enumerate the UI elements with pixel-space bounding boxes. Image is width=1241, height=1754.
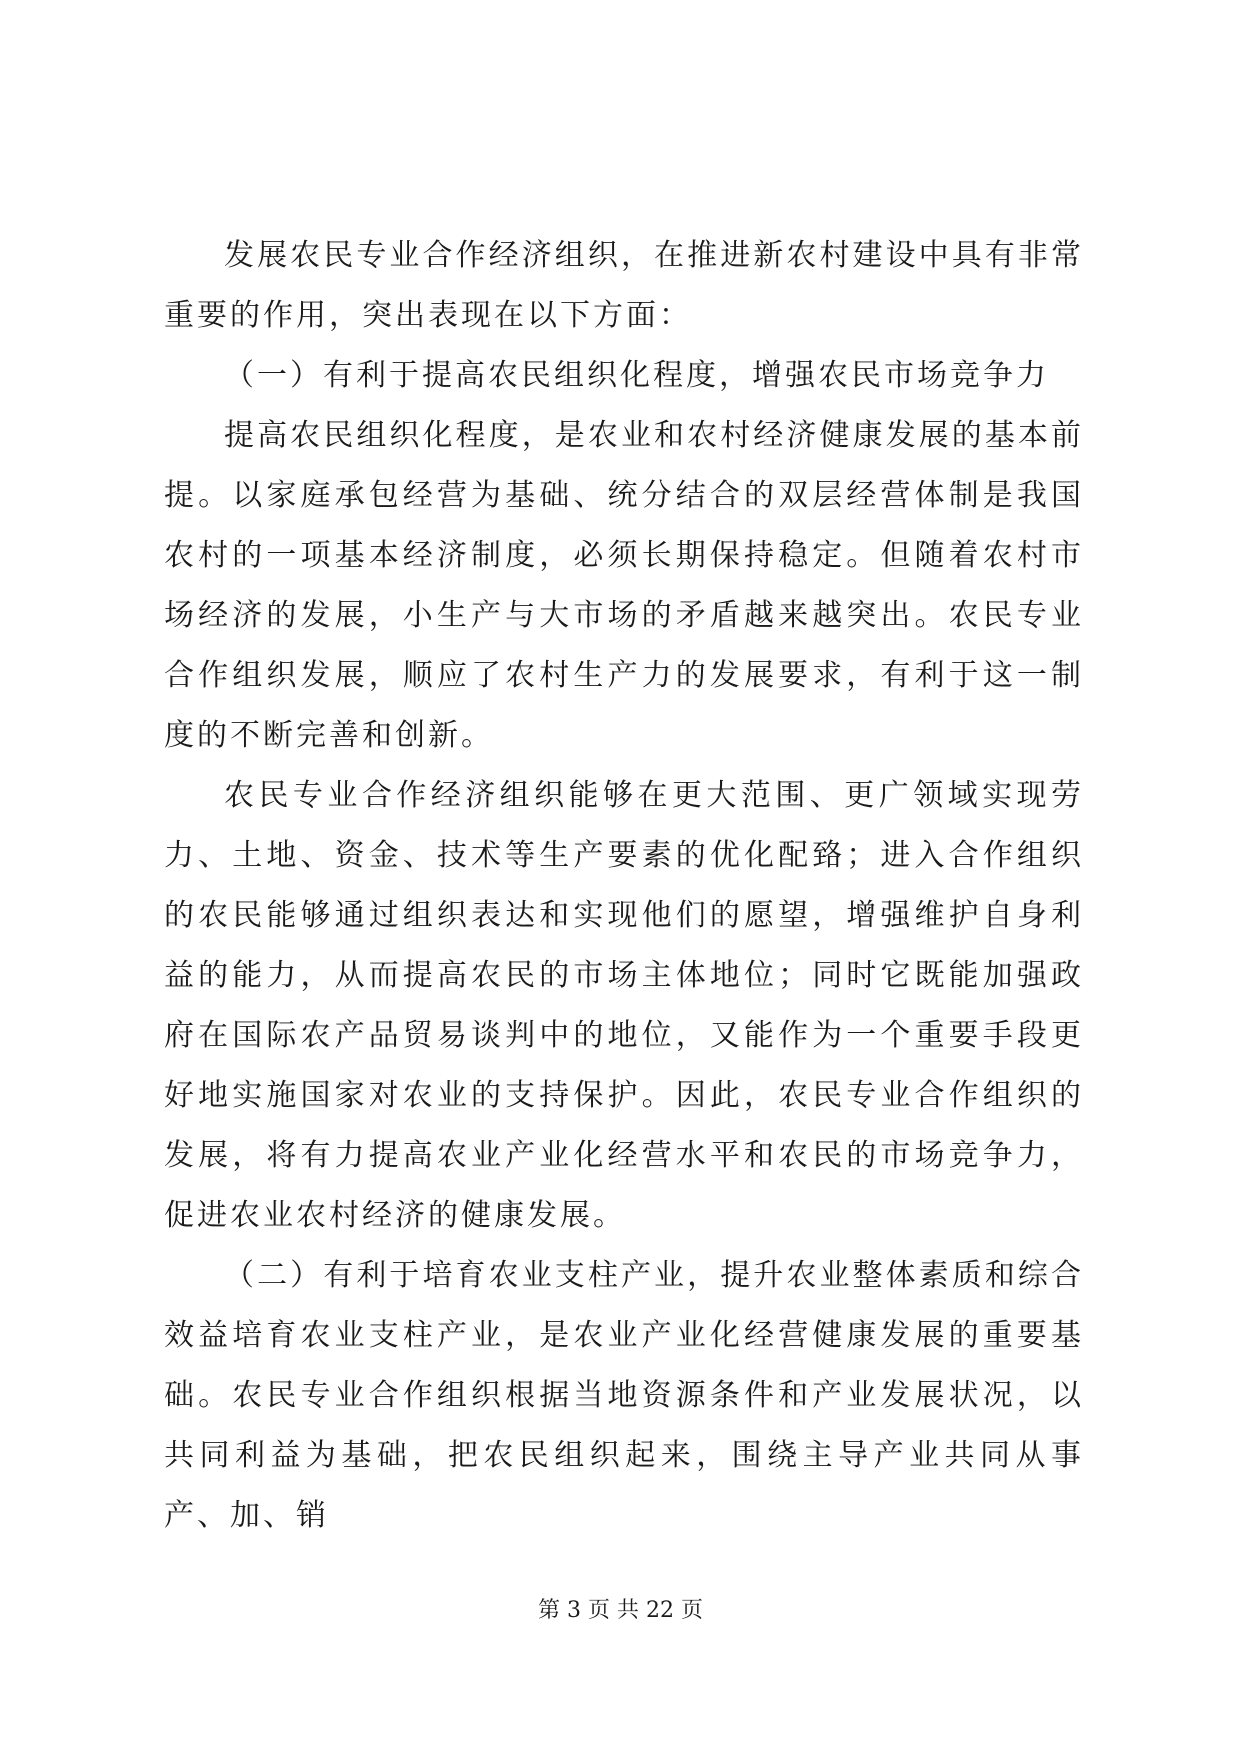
section-heading-2: （二）有利于培育农业支柱产业，提升农业整体素质和综合效益培育农业支柱产业，是农业产业化经营健康发展的重要基础。农民专业合作组织根据当地资源条件和产业发展状况，以共同利益为基础，把农民组织起来，围绕主导产业共同从事产、加、销 [164, 1258, 1084, 1533]
section-heading-1: （一）有利于提高农民组织化程度，增强农民市场竞争力 [224, 358, 1049, 393]
page-number-footer: 第 3 页 共 22 页 [538, 1598, 703, 1623]
paragraph-organization: 提高农民组织化程度，是农业和农村经济健康发展的基本前提。以家庭承包经营为基础、统分结合的双层经营体制是我国农村的一项基本经济制度，必须长期保持稳定。但随着农村市场经济的发展，小生产与大市场的矛盾越来越突出。农民专业合作组织发展，顺应了农村生产力的发展要求，有利于这一制度的不断完善和创新。 [164, 418, 1084, 753]
paragraph-intro: 发展农民专业合作经济组织，在推进新农村建设中具有非常重要的作用，突出表现在以下方面： [164, 238, 1084, 333]
paragraph-cooperation: 农民专业合作经济组织能够在更大范围、更广领域实现劳力、土地、资金、技术等生产要素的优化配臵；进入合作组织的农民能够通过组织表达和实现他们的愿望，增强维护自身利益的能力，从而提高农民的市场主体地位；同时它既能加强政府在国际农产品贸易谈判中的地位，又能作为一个重要手段更好地实施国家对农业的支持保护。因此，农民专业合作组织的发展，将有力提高农业产业化经营水平和农民的市场竞争力，促进农业农村经济的健康发展。 [164, 778, 1084, 1233]
document-body [164, 226, 1084, 1546]
